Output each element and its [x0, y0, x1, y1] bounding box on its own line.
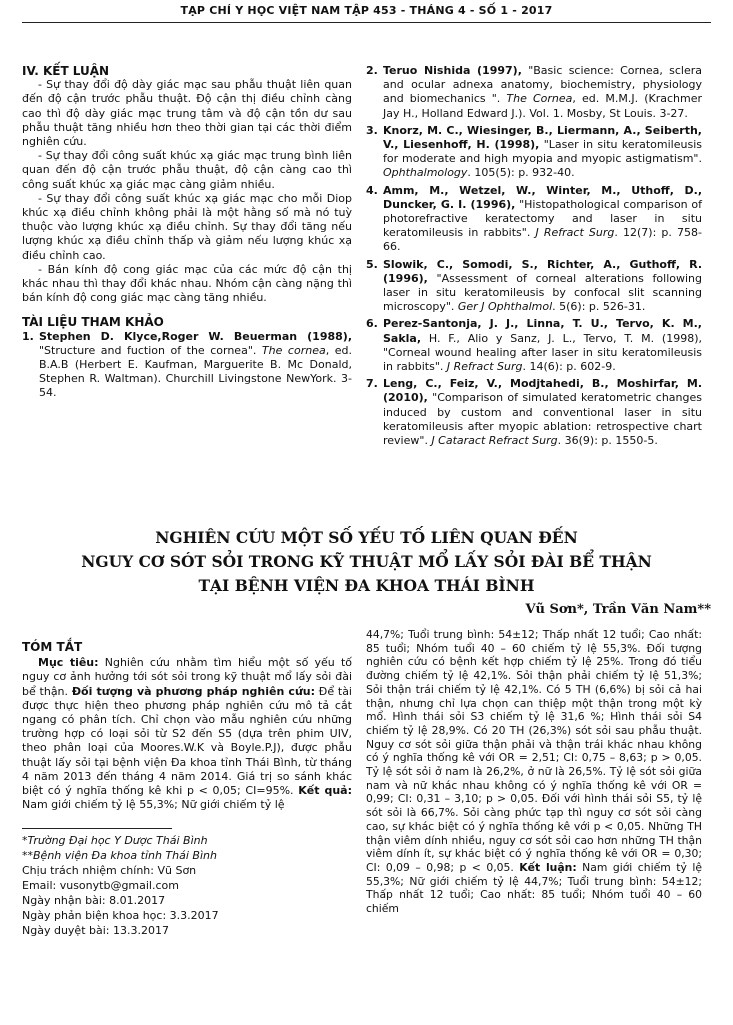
conclusion-paragraph: - Bán kính độ cong giác mạc của các mức độ cận thị khác nhau thì thay đổi khác nhau. Nhóm cận càng nặng thì bán kính độ cong giác mạc càng tăng nhiều.	[22, 262, 352, 305]
article-title	[30, 526, 703, 598]
conclusion-heading: IV. KẾT LUẬN	[22, 64, 110, 78]
article-title-line: NGHIÊN CỨU MỘT SỐ YẾU TỐ LIÊN QUAN ĐẾN	[155, 528, 578, 547]
methods-label: Đối tượng và phương pháp nghiên cứu:	[71, 684, 316, 698]
reference-details: . 5(6): p. 526-31.	[552, 300, 646, 314]
reference-title: "Structure and fuction of the cornea".	[39, 343, 262, 357]
reference-authors: Leng, C., Feiz, V., Modjtahedi, B., Moshirfar, M. (2010),	[383, 377, 702, 405]
reference-authors: Stephen D. Klyce,Roger W. Beuerman (1988),	[39, 329, 352, 343]
header-rule	[22, 22, 711, 23]
footnote-reviewed: Ngày phản biện khoa học: 3.3.2017	[22, 909, 219, 923]
results-text: Nam giới chiếm tỷ lệ 55,3%; Nữ giới chiếm tỷ lệ	[22, 798, 285, 812]
abstract-paragraph	[22, 656, 352, 812]
reference-authors: Perez-Santonja, J. J., Linna, T. U., Tervo, K. M., Sakla,	[383, 317, 702, 345]
reference-journal: Ger J Ophthalmol	[457, 300, 553, 314]
reference-number: 2.	[366, 64, 378, 77]
reference-item	[366, 184, 702, 255]
references-list	[366, 64, 702, 451]
abstract-conclusion-text: Nam giới chiếm tỷ lệ 55,3%; Nữ giới chiếm tỷ lệ 44,7%; Tuổi trung bình: 54±12; Thấp nhất 12 tuổi; Cao nhất: 85 tuổi; Nhóm tuổi 40 – 60 chiếm	[366, 860, 702, 916]
reference-authors: Knorz, M. C., Wiesinger, B., Liermann, A., Seiberth, V., Liesenhoff, H. (1998),	[383, 123, 702, 152]
reference-journal: J Refract Surg	[446, 360, 523, 374]
article-title-line: TẠI BỆNH VIỆN ĐA KHOA THÁI BÌNH	[198, 576, 535, 595]
reference-journal: J Refract Surg	[535, 226, 615, 240]
reference-item	[366, 317, 702, 374]
reference-details: . 14(6): p. 602-9.	[522, 360, 616, 374]
footnote-affiliation: **Bệnh viện Đa khoa tỉnh Thái Bình	[22, 849, 217, 863]
conclusion-paragraph: - Sự thay đổi công suất khúc xạ giác mạc trung bình liên quan đến độ cận trước phẫu thuật, độ cận càng cao thì công suất khúc xạ giác mạc càng giảm nhiều.	[22, 149, 352, 191]
conclusion-section	[22, 64, 352, 404]
reference-number: 3.	[366, 123, 378, 137]
reference-details: . 12(7): p. 758-66.	[383, 226, 702, 254]
reference-authors: Slowik, C., Somodi, S., Richter, A., Guthoff, R. (1996),	[383, 257, 702, 285]
reference-title: "Assessment of corneal alterations following laser in situ keratomileusis by confocal slit scanning microscopy".	[383, 271, 702, 314]
footnote-email: Email: vusonytb@gmail.com	[22, 879, 179, 893]
reference-number: 7.	[366, 377, 378, 391]
abstract-right	[366, 628, 702, 916]
references-heading: TÀI LIỆU THAM KHẢO	[22, 315, 164, 330]
reference-details: . 105(5): p. 932-40.	[467, 166, 575, 180]
reference-title: "Laser in situ keratomileusis for moderate and high myopia and myopic astigmatism".	[383, 138, 702, 166]
reference-item	[366, 258, 702, 315]
reference-title: "Basic science: Cornea, sclera and ocular adnexa anatomy, biochemistry, physiology and biomechanics ".	[383, 64, 702, 106]
reference-item	[366, 124, 702, 181]
reference-journal: J Cataract Refract Surg	[431, 434, 558, 448]
reference-journal: The cornea	[261, 343, 326, 357]
reference-title: "Histopathological comparison of photorefractive keratectomy and laser in situ keratomileusis in rabbits".	[383, 197, 702, 240]
reference-item	[22, 330, 352, 401]
objective-text: Nghiên cứu nhằm tìm hiểu một số yếu tố nguy cơ ảnh hưởng tới sót sỏi trong kỹ thuật mổ lấy sỏi đài bể thận.	[22, 656, 352, 698]
reference-authors: Amm, M., Wetzel, W., Winter, M., Uthoff, D., Duncker, G. I. (1996),	[383, 183, 702, 211]
footnote-received: Ngày nhận bài: 8.01.2017	[22, 894, 166, 908]
footnotes	[22, 833, 352, 938]
reference-title: "Comparison of simulated keratometric changes induced by custom and conventional laser in situ keratomileusis after myopic ablation: retrospective chart review".	[383, 391, 702, 448]
conclusion-label: Kết luận:	[519, 860, 577, 874]
abstract-paragraph	[366, 628, 702, 916]
results-label: Kết quả:	[298, 784, 352, 798]
reference-item	[366, 377, 702, 448]
abstract-left	[22, 640, 352, 938]
footnote-affiliation: *Trường Đại học Y Dược Thái Bình	[22, 834, 208, 848]
reference-title: H. F., Alio y Sanz, J. L., Tervo, T. M. (1998), "Corneal wound healing after laser in situ keratomileusis in rabbits".	[383, 331, 702, 374]
article-title-line: NGUY CƠ SÓT SỎI TRONG KỸ THUẬT MỔ LẤY SỎI ĐÀI BỂ THẬN	[81, 552, 652, 571]
reference-number: 6.	[366, 317, 378, 331]
reference-details: , ed. B.A.B (Herbert E. Kaufman, Marguerite B. Mc Donald, Stephen R. Waltman). Churchill Livingstone NewYork. 3-54.	[39, 343, 352, 400]
results-text: 44,7%; Tuổi trung bình: 54±12; Thấp nhất 12 tuổi; Cao nhất: 85 tuổi; Nhóm tuổi 40 – 60 chiếm tỷ lệ 55,3%. Đối tượng nghiên cứu có bệnh kết hợp chiếm tỷ lệ 25%. Trong đó tiểu đường chiếm tỷ lệ 42,1%. Sỏi thận phải chiếm tỷ lệ 51,3%; Sỏi thận trái chiếm tỷ lệ 42,1%. Có 5 TH (6,6%) bị sỏi cả hai thận, nhưng chỉ lựa chọn can thiệp một thận trong một kỳ mổ. Hình thái sỏi S3 chiếm tỷ lệ 31,6 %; Hình thái sỏi S4 chiếm tỷ lệ 28,9%. Có 20 TH (26,3%) sót sỏi sau phẫu thuật. Nguy cơ sót sỏi giữa thận phải và thận trái khác nhau không có ý nghĩa thống kê với OR = 2,51; CI: 0,75 – 8,63; p > 0,05. Tỷ lệ sót sỏi ở nam là 26,2%, ở nữ là 26,5%. Tỷ lệ sót sỏi giữa nam và nữ khác nhau không có ý nghĩa thống kê với OR = 0,99; CI: 0,31 – 3,10; p > 0,05. Đối với hình thái sỏi S5, tỷ lệ sót sỏi là 66,7%. Sỏi càng phức tạp thì nguy cơ sót sỏi càng cao, sự khác biệt có ý nghĩa thống kê với p < 0,05. Những TH thận viêm dính nhiều, nguy cơ sót sỏi cao hơn những TH thận viêm dính ít, sự khác biệt có ý nghĩa thống kê với OR = 0,30; CI: 0,09 – 0,98; p < 0,05.	[366, 628, 702, 874]
conclusion-paragraph: - Sự thay đổi độ dày giác mạc sau phẫu thuật liên quan đến độ cận trước phẫu thuật. Độ cận thị điều chỉnh càng cao thì độ dày giác mạc trung tâm và độ cận tồn dư sau phẫu thuật tăng nhiều hơn theo thời gian tại các thời điểm nghiên cứu.	[22, 78, 352, 149]
reference-details: , ed. M.M.J. (Krachmer Jay H., Holland Edward J.). Vol. 1. Mosby, St Louis. 3-27.	[383, 92, 702, 120]
reference-authors: Teruo Nishida (1997),	[383, 64, 522, 77]
objective-label: Mục tiêu:	[38, 656, 99, 670]
conclusion-paragraph: - Sự thay đổi công suất khúc xạ giác mạc cho mỗi Diop khúc xạ điều chỉnh không phải là một hằng số mà nó tuỳ thuộc vào lượng khúc xạ điều chỉnh. Sự thay đổi tăng nếu lượng khúc xạ điều chỉnh thấp và giảm nếu lượng khúc xạ điều chỉnh cao.	[22, 191, 352, 262]
footnote-accepted: Ngày duyệt bài: 13.3.2017	[22, 924, 169, 938]
article-authors: Vũ Sơn*, Trần Văn Nam**	[525, 602, 711, 617]
reference-item	[366, 64, 702, 121]
reference-journal: Ophthalmology	[383, 166, 468, 180]
reference-number: 5.	[366, 257, 378, 271]
abstract-heading: TÓM TẮT	[22, 640, 83, 654]
footnote-rule	[22, 828, 172, 829]
reference-number: 1.	[22, 329, 34, 343]
reference-journal: The Cornea	[506, 92, 573, 106]
reference-number: 4.	[366, 183, 378, 197]
footnote-corresponding: Chịu trách nhiệm chính: Vũ Sơn	[22, 864, 197, 878]
reference-details: . 36(9): p. 1550-5.	[557, 434, 658, 448]
methods-text: Để tài được thực hiện theo phương pháp nghiên cứu mô tả cắt ngang có phân tích. Chỉ chọn vào mẫu nghiên cứu những trường hợp có loại sỏi từ S2 đến S5 (dựa trên phim UIV, theo phân loại của Moores.W.K và Boyle.P.J), được phẫu thuật lấy sỏi tại bệnh viện Đa khoa tỉnh Thái Bình, từ tháng 4 năm 2013 đến tháng 4 năm 2014. Giá trị so sánh khác biệt có ý nghĩa thống kê khi p < 0,05; CI=95%.	[22, 684, 352, 798]
journal-header: TẠP CHÍ Y HỌC VIỆT NAM TẬP 453 - THÁNG 4 - SỐ 1 - 2017	[180, 4, 553, 17]
